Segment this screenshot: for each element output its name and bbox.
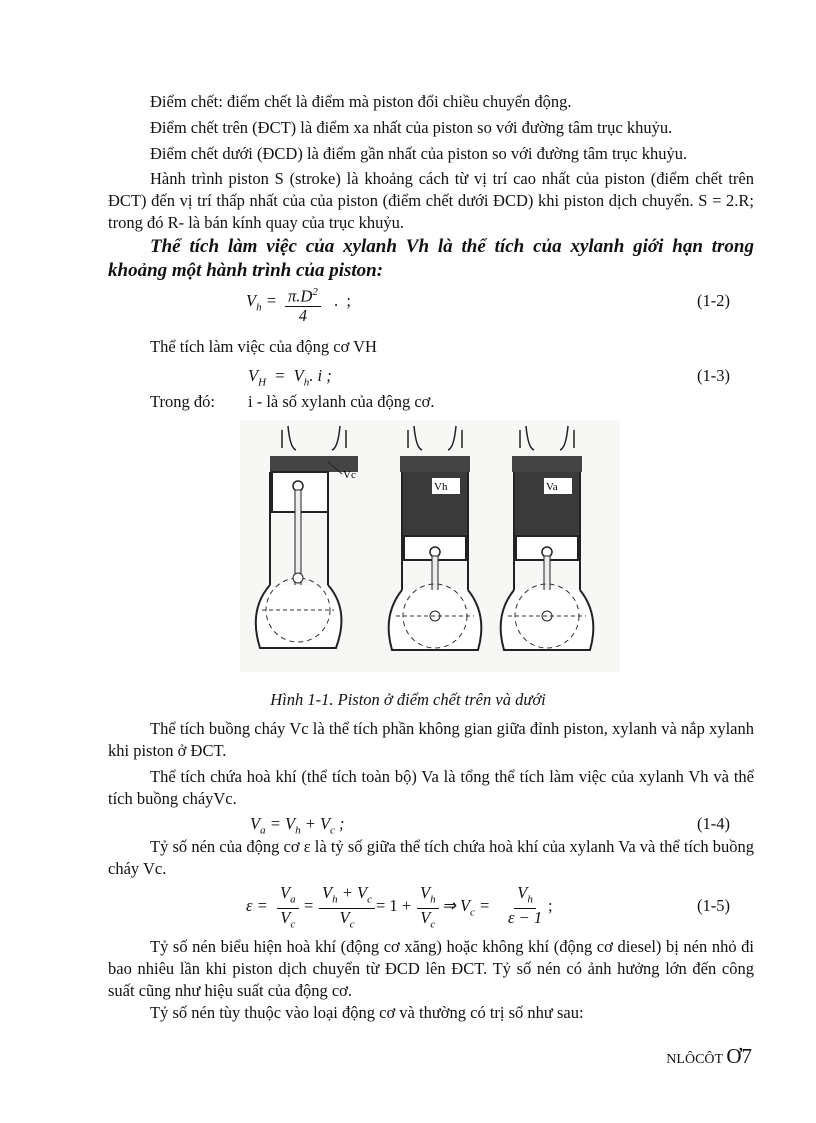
equation-1-4: $V_a = V_h + V_c$ ; (1-4) (250, 814, 730, 837)
equation-1-3: $V_H = V_h$. i ; (1-3) (248, 366, 730, 389)
paragraph-compression-values: Tỷ số nén tùy thuộc vào loại động cơ và thường có trị số như sau: (150, 1003, 584, 1022)
paragraph-combustion-volume: Thể tích buồng cháy Vc là thể tích phần không gian giữa đỉnh piston, xylanh và nắp xylanh khi piston ở ĐCT. (108, 719, 754, 760)
footer-text: NLÔCÔT (666, 1052, 723, 1067)
label-va: Va (546, 481, 558, 493)
label-vh: Vh (434, 481, 448, 493)
heading-working-volume: Thể tích làm việc của xylanh Vh là thể tích của xylanh giới hạn trong khoảng một hành trình của piston: (108, 236, 754, 281)
paragraph-dead-point: Điểm chết: điểm chết là điểm mà piston đổi chiều chuyển động. (150, 92, 572, 111)
where-text: i - là số xylanh của động cơ. (248, 392, 435, 411)
equation-number: (1-4) (697, 814, 730, 833)
paragraph-compression-meaning: Tỷ số nén biểu hiện hoà khí (động cơ xăng) hoặc không khí (động cơ diesel) bị nén nhỏ đi bao nhiêu lần khi piston dịch chuyển từ ĐCD lên ĐCT. Tỷ số nén có ảnh hưởng lớn đến công suất cũng như hiệu suất của động cơ. (108, 937, 754, 1000)
paragraph-where (150, 391, 796, 413)
paragraph-bdc: Điểm chết dưới (ĐCD) là điểm gần nhất của piston so với đường tâm trục khuỷu. (150, 144, 688, 163)
equation-1-2: $V_h$ = $\frac{\pi.D^2}{4}$ . ; (1-2) (0, 283, 816, 323)
equation-1-5: ε = $\frac{V_a}{V_c}$ = $\frac{V_h + V_c}{V_c}$ = 1 + $\frac{V_h}{V_c}$ ⇒ $V_c$ = $\frac{V_h}{\varepsilon - 1}$ ; (1-5) (246, 883, 730, 931)
page-number: Ơ7 (726, 1044, 752, 1068)
paragraph-compression-ratio: Tỷ số nén của động cơ ε là tỷ số giữa thể tích chứa hoà khí của xylanh Va và thể tích buồng cháy Vc. (108, 837, 754, 878)
paragraph-tdc: Điểm chết trên (ĐCT) là điểm xa nhất của piston so với đường tâm trục khuỷu. (150, 118, 673, 137)
figure-caption: Hình 1-1. Piston ở điểm chết trên và dưới (270, 690, 546, 709)
paragraph-stroke: Hành trình piston S (stroke) là khoảng cách từ vị trí cao nhất của piston (điểm chết trên ĐCT) đến vị trí thấp nhất của của piston (điểm chết dưới ĐCD) khi piston dịch chuyển. S = 2.R; trong đó R- là bán kính quay của trục khuỷu. (108, 169, 754, 232)
where-label: Trong đó: (150, 392, 215, 411)
equation-number: (1-3) (697, 366, 730, 385)
equation-number: (1-2) (697, 291, 730, 310)
paragraph-total-volume: Thể tích chứa hoà khí (thể tích toàn bộ) Va là tổng thể tích làm việc của xylanh Vh và thể tích buồng cháyVc. (108, 767, 754, 808)
piston-engine-va (501, 426, 594, 650)
label-vc: Vc (343, 469, 356, 481)
piston-figure (240, 420, 620, 672)
page-footer (666, 1044, 752, 1069)
equation-number: (1-5) (697, 896, 730, 915)
paragraph-engine-volume: Thể tích làm việc của động cơ VH (150, 337, 377, 356)
piston-engine-vh (389, 426, 482, 650)
